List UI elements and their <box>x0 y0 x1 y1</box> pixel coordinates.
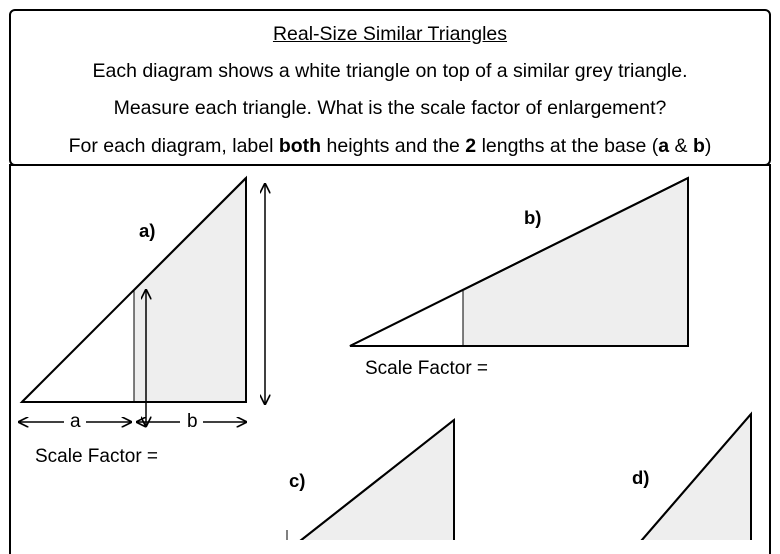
worksheet-title: Real-Size Similar Triangles <box>272 23 508 45</box>
diagram-b-label: b) <box>524 207 542 228</box>
diagram-c-label: c) <box>289 470 306 491</box>
instruction-line-1: Each diagram shows a white triangle on top of a similar grey triangle. <box>92 60 688 82</box>
triangle-d-grey <box>590 414 751 540</box>
diagram-c <box>244 420 454 540</box>
diagram-d <box>590 414 751 540</box>
diagram-a <box>19 178 265 426</box>
diagram-a-label: a) <box>139 220 156 241</box>
base-label-a: a <box>70 411 81 432</box>
diagram-d-label: d) <box>632 467 650 488</box>
scale-factor-b: Scale Factor = <box>365 358 489 379</box>
scale-factor-a: Scale Factor = <box>35 446 159 467</box>
instruction-line-2: Measure each triangle. What is the scale factor of enlargement? <box>113 97 667 119</box>
instruction-line-3: For each diagram, label both heights and the 2 lengths at the base (a & b) <box>68 135 712 157</box>
triangle-c-grey <box>244 420 454 540</box>
diagram-b <box>350 178 688 346</box>
base-label-b: b <box>187 411 198 432</box>
